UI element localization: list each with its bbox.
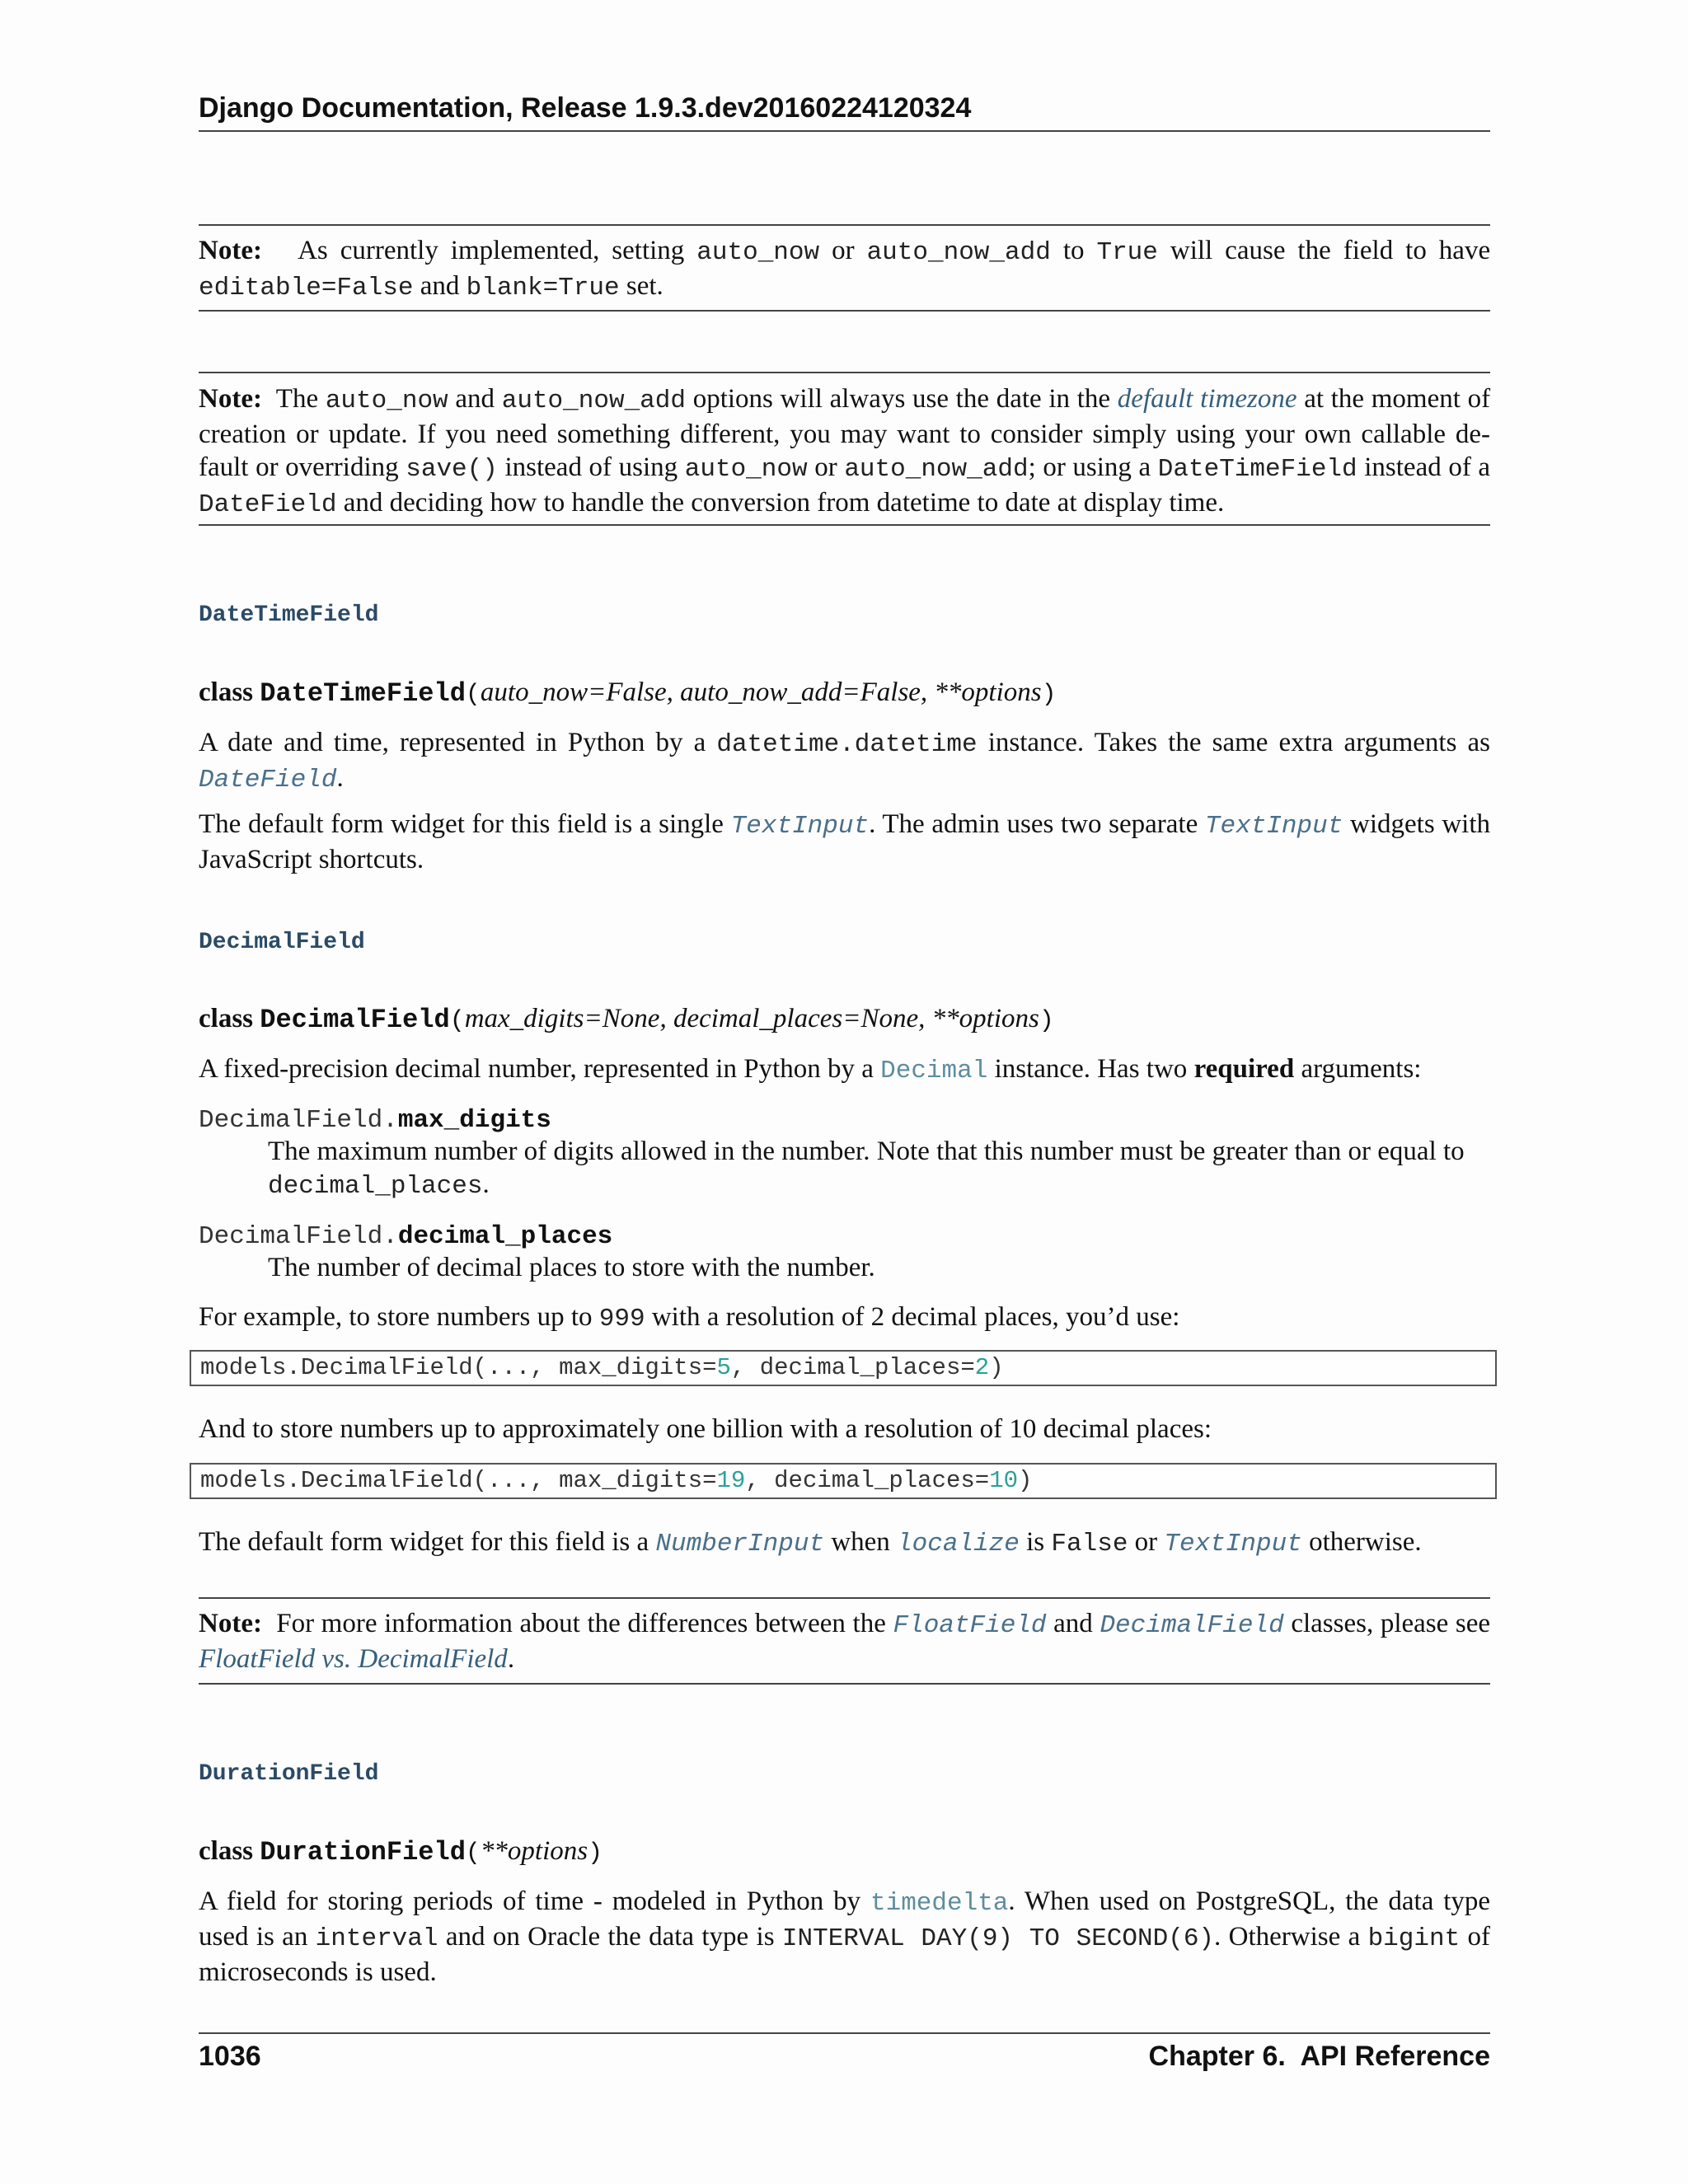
decimalfield-signature: class DecimalField(max_digits=None, decimal_places=None, **options)	[199, 1004, 1054, 1035]
durationfield-signature: class DurationField(**options)	[199, 1836, 603, 1868]
textinput-link[interactable]: TextInput	[1204, 812, 1343, 841]
attr-decimal-places: DecimalField.decimal_places	[199, 1222, 613, 1251]
note2-label: Note:	[199, 384, 262, 414]
decimalfield-link[interactable]: DecimalField	[1100, 1611, 1284, 1640]
note3-bottom-rule	[199, 1683, 1490, 1685]
attr-decimal-places-desc: The number of decimal places to store with the number.	[268, 1253, 875, 1282]
note3-label: Note:	[199, 1609, 262, 1638]
durationfield-heading: DurationField	[199, 1761, 379, 1787]
decimalfield-heading: DecimalField	[199, 930, 365, 955]
timedelta-link[interactable]: timedelta	[870, 1889, 1009, 1918]
footer-rule	[199, 2032, 1490, 2034]
attr-max-digits-desc: The maximum number of digits allowed in the number. Note that this number must be greater than or equal to decimal_places.	[268, 1137, 1465, 1201]
datetimefield-heading: DateTimeField	[199, 602, 379, 628]
note3-top-rule	[199, 1597, 1490, 1599]
durationfield-desc: A field for storing periods of time - modeled in Python by timedelta. When used on PostgreSQL, the data type used is an interval and on Oracle the data type is INTERVAL DAY(9) TO SECOND(6). Otherwise a bigint of microseconds is used.	[199, 1886, 1491, 1987]
decimalfield-widget: The default form widget for this field is a NumberInput when localize is False or TextInput otherwise.	[199, 1527, 1422, 1558]
attr-max-digits: DecimalField.max_digits	[199, 1106, 551, 1135]
datetimefield-desc: A date and time, represented in Python by a datetime.datetime instance. Takes the same extra arguments as DateField.	[199, 728, 1491, 794]
code-block-1: models.DecimalField(..., max_digits=5, decimal_places=2)	[190, 1350, 1497, 1386]
note3: Note: For more information about the differences between the FloatField and DecimalField classes, please see FloatField vs. DecimalField.	[199, 1609, 1491, 1674]
textinput-link[interactable]: TextInput	[1164, 1530, 1302, 1558]
decimalfield-example-intro: For example, to store numbers up to 999 with a resolution of 2 decimal places, you’d use:	[199, 1302, 1180, 1333]
note2-top-rule	[199, 372, 1490, 373]
default-timezone-link[interactable]: default timezone	[1117, 384, 1297, 414]
chapter-title: Chapter 6. API Reference	[1148, 2041, 1490, 2072]
page-number: 1036	[199, 2041, 261, 2072]
floatfield-vs-decimalfield-link[interactable]: FloatField vs. DecimalField	[199, 1644, 508, 1674]
code-block-2: models.DecimalField(..., max_digits=19, decimal_places=10)	[190, 1463, 1497, 1499]
textinput-link[interactable]: TextInput	[730, 812, 870, 841]
note1-top-rule	[199, 224, 1490, 226]
numberinput-link[interactable]: NumberInput	[655, 1530, 825, 1558]
page-header-title: Django Documentation, Release 1.9.3.dev20160224120324	[199, 92, 972, 124]
note1-label: Note:	[199, 236, 262, 265]
decimalfield-desc: A fixed-precision decimal number, represented in Python by a Decimal instance. Has two required arguments:	[199, 1054, 1422, 1085]
datetimefield-signature: class DateTimeField(auto_now=False, auto_now_add=False, **options)	[199, 677, 1057, 709]
note1: Note: As currently implemented, setting auto_now or auto_now_add to True will cause the field to have editable=False and blank=True set.	[199, 236, 1491, 302]
floatfield-link[interactable]: FloatField	[893, 1611, 1047, 1640]
note1-bottom-rule	[199, 310, 1490, 312]
decimal-link[interactable]: Decimal	[880, 1057, 988, 1085]
datefield-link[interactable]: DateField	[199, 766, 337, 794]
note2: Note: The auto_now and auto_now_add options will always use the date in the default timezone at the moment of creation or update. If you need something different, you may want to consider simply using your own callable de- fault or overriding save() instead of using auto_now or auto_now_add; or using a DateTimeField instead of a DateField and deciding how to handle the conversion from datetime to date at display time.	[199, 384, 1491, 519]
note2-bottom-rule	[199, 524, 1490, 526]
header-rule	[199, 130, 1490, 132]
localize-link[interactable]: localize	[897, 1530, 1020, 1558]
decimalfield-example2-intro: And to store numbers up to approximately one billion with a resolution of 10 decimal places:	[199, 1414, 1212, 1444]
datetimefield-widget: The default form widget for this field is a single TextInput. The admin uses two separate TextInput widgets with JavaScript shortcuts.	[199, 809, 1491, 874]
